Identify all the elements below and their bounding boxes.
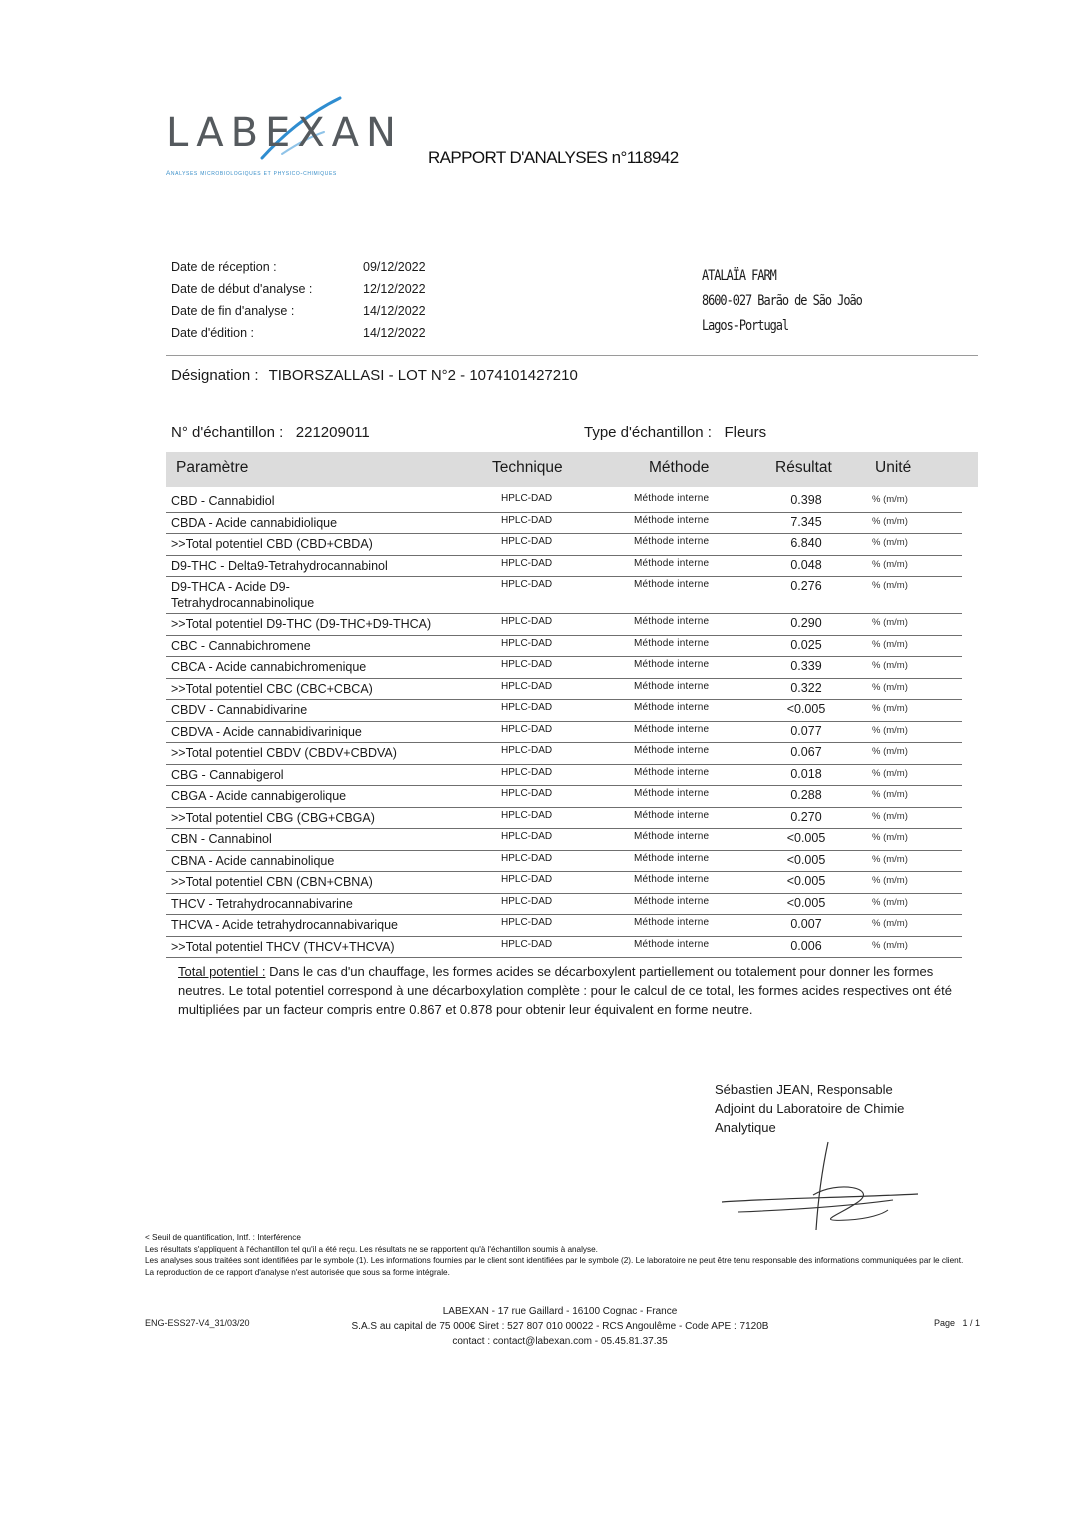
company-legal: S.A.S au capital de 75 000€ Siret : 527 807 010 00022 - RCS Angoulême - Code APE : 7120B (351, 1321, 769, 1332)
header-result: Résultat (775, 459, 832, 476)
table-row (166, 513, 962, 535)
cell-param: >>Total potentiel CBN (CBN+CBNA) (171, 875, 373, 889)
cell-technique: HPLC-DAD (501, 579, 553, 590)
cell-technique: HPLC-DAD (501, 852, 553, 864)
cell-technique: HPLC-DAD (501, 917, 553, 928)
cell-result: 0.322 (790, 680, 822, 695)
cell-param: CBDVA - Acide cannabidivarinique (171, 724, 362, 739)
cell-result: <0.005 (786, 702, 826, 716)
table-row (166, 722, 962, 744)
table-row (166, 765, 962, 787)
signer-line-3: Analytique (715, 1120, 776, 1135)
cell-unit: % (m/m) (872, 617, 908, 628)
cell-param: THCVA - Acide tetrahydrocannabivarique (171, 918, 398, 932)
table-row (166, 534, 962, 556)
total-potential-note (178, 962, 968, 1019)
cell-param: CBNA - Acide cannabinolique (171, 853, 335, 868)
cell-unit: % (m/m) (872, 746, 908, 757)
cell-unit: % (m/m) (872, 515, 908, 527)
cell-param: D9-THC - Delta9-Tetrahydrocannabinol (171, 558, 388, 573)
footer-note: La reproduction de ce rapport d'analyse n'est autorisée que sous sa forme intégrale. (145, 1267, 450, 1277)
cell-method: Méthode interne (634, 852, 710, 864)
cell-param: >>Total potentiel CBDV (CBDV+CBDVA) (171, 746, 397, 760)
cell-result: 0.270 (790, 809, 822, 824)
cell-unit: % (m/m) (872, 918, 908, 929)
report-title: RAPPORT D'ANALYSES n°118942 (428, 148, 679, 167)
cell-result: 0.048 (790, 557, 822, 572)
cell-technique: HPLC-DAD (501, 659, 553, 670)
cell-result: 0.018 (790, 766, 822, 781)
table-row (166, 556, 962, 578)
cell-technique: HPLC-DAD (501, 938, 553, 950)
cell-result: 0.398 (790, 493, 822, 507)
header-technique: Technique (492, 459, 563, 476)
handwritten-signature (718, 1140, 928, 1240)
header-method: Méthode (649, 459, 710, 476)
cell-param: CBDV - Cannabidivarine (171, 703, 308, 717)
cell-technique: HPLC-DAD (501, 493, 553, 504)
table-row (166, 743, 962, 765)
sample-type (584, 424, 766, 441)
header-divider (166, 355, 978, 356)
cell-unit: % (m/m) (872, 558, 908, 570)
cell-param: CBN - Cannabinol (171, 832, 272, 846)
table-row (166, 937, 962, 959)
cell-method: Méthode interne (634, 702, 710, 713)
table-row (166, 894, 962, 916)
cell-param: CBG - Cannabigerol (171, 767, 284, 782)
cell-result: 7.345 (790, 514, 822, 529)
cell-method: Méthode interne (634, 874, 710, 885)
cell-result: <0.005 (786, 874, 826, 888)
cell-technique: HPLC-DAD (501, 831, 553, 842)
cell-method: Méthode interne (634, 680, 710, 692)
cell-method: Méthode interne (634, 809, 710, 821)
header-param: Paramètre (176, 459, 249, 476)
logo-wordmark: LABEXAN (166, 110, 403, 156)
cell-unit: % (m/m) (872, 537, 908, 548)
cell-result: 0.025 (790, 637, 822, 652)
footer-note: Les analyses sous traitées sont identifiées par le symbole (1). Les informations fournies par le client sont identifiées par le symbole (2). Le laboratoire ne peut être tenu responsable des informations communiquées par le client. (145, 1256, 964, 1265)
cell-method: Méthode interne (634, 493, 710, 504)
note-title: Total potentiel : (178, 964, 266, 979)
page-label: Page (934, 1318, 956, 1328)
date-label: Date de fin d'analyse : (171, 304, 295, 318)
cell-technique: HPLC-DAD (501, 557, 553, 569)
cell-result: 0.339 (790, 659, 822, 673)
company-contact: contact : contact@labexan.com - 05.45.81.37.35 (452, 1336, 668, 1347)
cell-result: 6.840 (790, 536, 822, 550)
cell-unit: % (m/m) (872, 660, 908, 671)
date-label: Date d'édition : (171, 326, 254, 340)
table-row (166, 491, 962, 513)
labexan-logo (166, 100, 406, 185)
sample-number-value: 221209011 (295, 424, 370, 441)
cell-result: <0.005 (786, 895, 826, 910)
cell-technique: HPLC-DAD (501, 874, 553, 885)
date-label: Date de réception : (171, 260, 277, 274)
cell-technique: HPLC-DAD (501, 723, 553, 735)
cell-param: >>Total potentiel CBC (CBC+CBCA) (171, 681, 373, 696)
logo-tagline: Analyses microbiologiques et physico-chimiques (166, 170, 337, 177)
page-value: 1 / 1 (962, 1318, 981, 1328)
cell-method: Méthode interne (634, 938, 710, 950)
header-unit: Unité (875, 459, 912, 476)
table-row (166, 851, 962, 873)
cell-result: 0.007 (790, 917, 822, 931)
cell-technique: HPLC-DAD (501, 702, 553, 713)
cell-method: Méthode interne (634, 514, 710, 526)
cell-technique: HPLC-DAD (501, 536, 553, 547)
cell-method: Méthode interne (634, 637, 710, 649)
designation (171, 367, 578, 384)
cell-method: Méthode interne (634, 723, 710, 735)
designation-label: Désignation : (171, 367, 259, 384)
cell-result: <0.005 (786, 831, 826, 845)
cell-unit: % (m/m) (872, 724, 908, 736)
date-value: 14/12/2022 (363, 304, 426, 318)
date-value: 12/12/2022 (363, 282, 426, 296)
dates-block (171, 260, 463, 348)
document-code: ENG-ESS27-V4_31/03/20 (145, 1318, 250, 1328)
table-row (166, 915, 962, 937)
table-row (166, 872, 962, 894)
cell-technique: HPLC-DAD (501, 745, 553, 756)
table-row (166, 636, 962, 658)
date-value: 09/12/2022 (363, 260, 426, 274)
cell-unit: % (m/m) (872, 703, 908, 714)
date-label: Date de début d'analyse : (171, 282, 313, 296)
sample-number (171, 424, 370, 441)
cell-technique: HPLC-DAD (501, 637, 553, 649)
signer-line-2: Adjoint du Laboratoire de Chimie (715, 1101, 905, 1116)
cell-unit: % (m/m) (872, 580, 908, 591)
cell-param: CBC - Cannabichromene (171, 638, 311, 653)
company-info (300, 1304, 820, 1349)
cell-method: Méthode interne (634, 917, 710, 928)
cell-unit: % (m/m) (872, 896, 908, 908)
cell-result: 0.067 (790, 745, 822, 759)
cell-param: >>Total potentiel D9-THC (D9-THC+D9-THCA) (171, 617, 432, 631)
cell-unit: % (m/m) (872, 939, 908, 951)
cell-method: Méthode interne (634, 895, 710, 907)
company-address: LABEXAN - 17 rue Gaillard - 16100 Cognac - France (442, 1306, 678, 1317)
sample-type-label: Type d'échantillon : (584, 424, 712, 441)
cell-method: Méthode interne (634, 616, 710, 627)
table-row (166, 808, 962, 830)
table-row (166, 786, 962, 808)
cell-unit: % (m/m) (872, 853, 908, 865)
cell-method: Méthode interne (634, 745, 710, 756)
cell-param: >>Total potentiel CBG (CBG+CBGA) (171, 810, 375, 825)
cell-method: Méthode interne (634, 788, 710, 799)
client-street: 8600-027 Barão de São João (702, 293, 862, 309)
cell-result: 0.288 (790, 788, 822, 802)
cell-unit: % (m/m) (872, 875, 908, 886)
cell-param: CBGA - Acide cannabigerolique (171, 789, 347, 803)
results-table-body (166, 491, 962, 958)
cell-result: 0.077 (790, 723, 822, 738)
client-address (702, 264, 862, 339)
cell-unit: % (m/m) (872, 789, 908, 800)
date-row-start (171, 282, 463, 304)
client-city: Lagos-Portugal (702, 318, 789, 334)
cell-unit: % (m/m) (872, 494, 908, 505)
sample-number-label: N° d'échantillon : (171, 424, 284, 441)
cell-param: CBDA - Acide cannabidiolique (171, 515, 338, 530)
cell-unit: % (m/m) (872, 681, 908, 693)
date-row-edition (171, 326, 463, 348)
designation-value: TIBORSZALLASI - LOT N°2 - 1074101427210 (268, 367, 578, 384)
cell-result: 0.006 (790, 938, 822, 953)
table-row (166, 657, 962, 679)
cell-method: Méthode interne (634, 766, 710, 778)
table-row (166, 614, 962, 636)
footer-note: Les résultats s'appliquent à l'échantillon tel qu'il a été reçu. Les résultats ne se rapportent qu'à l'échantillon soumis à analyse. (145, 1244, 598, 1254)
signer-line-1: Sébastien JEAN, Responsable (715, 1082, 893, 1097)
note-text: Dans le cas d'un chauffage, les formes acides se décarboxylent partiellement ou totalement pour donner les formes neutres. Le total potentiel correspond à une décarboxylation complète : pour le calcul de ce total, les formes acides respectives ont été multipliées par un facteur compris entre 0.867 et 0.878 pour obtenir leur équivalent en forme neutre. (178, 964, 952, 1017)
sample-type-value: Fleurs (724, 424, 767, 441)
cell-method: Méthode interne (634, 557, 710, 569)
cell-technique: HPLC-DAD (501, 809, 553, 821)
cell-technique: HPLC-DAD (501, 788, 553, 799)
table-row (166, 700, 962, 722)
table-row (166, 679, 962, 701)
cell-result: <0.005 (786, 852, 826, 867)
cell-method: Méthode interne (634, 831, 710, 842)
cell-technique: HPLC-DAD (501, 766, 553, 778)
cell-unit: % (m/m) (872, 767, 908, 779)
table-row (166, 577, 962, 614)
cell-unit: % (m/m) (872, 832, 908, 843)
cell-technique: HPLC-DAD (501, 895, 553, 907)
cell-technique: HPLC-DAD (501, 680, 553, 692)
cell-param: CBD - Cannabidiol (171, 494, 275, 508)
cell-technique: HPLC-DAD (501, 616, 553, 627)
cell-result: 0.276 (790, 579, 822, 593)
cell-method: Méthode interne (634, 536, 710, 547)
cell-unit: % (m/m) (872, 810, 908, 822)
cell-technique: HPLC-DAD (501, 514, 553, 526)
results-table-header (166, 452, 978, 487)
page-number (934, 1318, 980, 1328)
client-name: ATALAÏA FARM (702, 268, 776, 284)
cell-param: D9-THCA - Acide D9-Tetrahydrocannabinolique (171, 580, 315, 610)
cell-unit: % (m/m) (872, 638, 908, 650)
signer-block (715, 1080, 955, 1137)
cell-result: 0.290 (790, 616, 822, 630)
footer-note: < Seuil de quantification, Intf. : Interférence (145, 1233, 301, 1242)
cell-method: Méthode interne (634, 579, 710, 590)
cell-param: THCV - Tetrahydrocannabivarine (171, 896, 353, 911)
footer-legal-notes (145, 1232, 1025, 1278)
cell-param: >>Total potentiel CBD (CBD+CBDA) (171, 537, 373, 551)
date-value: 14/12/2022 (363, 326, 426, 340)
table-row (166, 829, 962, 851)
cell-param: >>Total potentiel THCV (THCV+THCVA) (171, 939, 395, 954)
date-row-reception (171, 260, 463, 282)
date-row-end (171, 304, 463, 326)
cell-method: Méthode interne (634, 659, 710, 670)
cell-param: CBCA - Acide cannabichromenique (171, 660, 367, 674)
